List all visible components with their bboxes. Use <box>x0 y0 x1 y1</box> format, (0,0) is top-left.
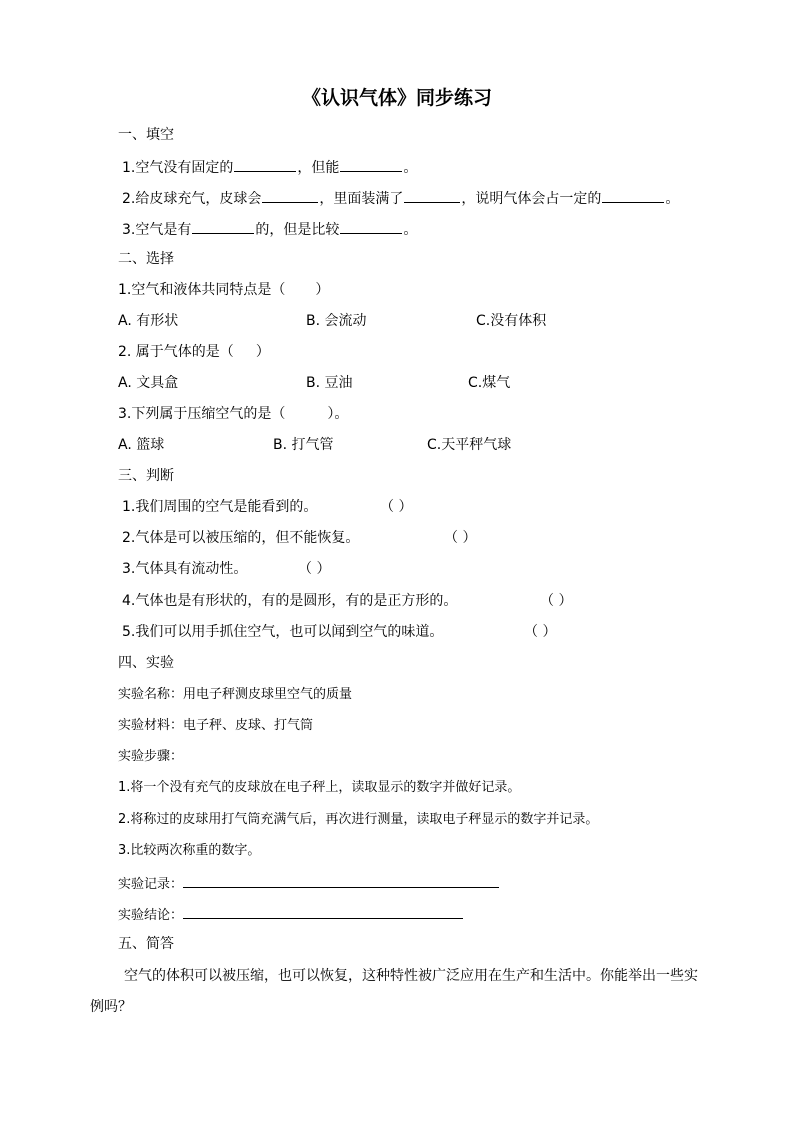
judge-mark[interactable]: （ ） <box>380 499 413 515</box>
experiment-conclusion: 实验结论： <box>118 904 463 925</box>
record-answer-line[interactable] <box>183 873 499 888</box>
option-b[interactable]: B. 豆油 <box>306 375 353 391</box>
fill-question-3: 3.空气是有 的，但是比较 。 <box>122 219 417 239</box>
experiment-name: 实验名称：用电子秤测皮球里空气的质量 <box>118 687 353 702</box>
fill-question-1: 1.空气没有固定的 ，但能 。 <box>122 157 417 177</box>
option-a[interactable]: A. 篮球 <box>118 437 165 453</box>
section-heading-fill: 一、填空 <box>118 127 174 143</box>
experiment-step-3: 3.比较两次称重的数字。 <box>118 843 261 858</box>
section-heading-short-answer: 五、简答 <box>118 936 174 952</box>
experiment-record: 实验记录： <box>118 873 499 894</box>
option-a[interactable]: A. 有形状 <box>118 313 179 329</box>
option-a[interactable]: A. 文具盒 <box>118 375 179 391</box>
answer-blank[interactable] <box>404 188 460 203</box>
judge-item-4: 4.气体也是有形状的，有的是圆形，有的是正方形的。 （ ） <box>122 593 573 609</box>
short-answer-text-line-1: 空气的体积可以被压缩，也可以恢复，这种特性被广泛应用在生产和生活中。你能举出一些实 <box>124 968 698 984</box>
short-answer-text-line-2: 例吗？ <box>90 999 132 1015</box>
experiment-step-2: 2.将称过的皮球用打气筒充满气后，再次进行测量，读取电子秤显示的数字并记录。 <box>118 812 599 827</box>
judge-item-1: 1.我们周围的空气是能看到的。 （ ） <box>122 499 413 515</box>
option-b[interactable]: B. 会流动 <box>306 313 367 329</box>
option-c[interactable]: C.煤气 <box>468 375 511 391</box>
answer-blank[interactable] <box>192 219 254 234</box>
experiment-materials: 实验材料：电子秤、皮球、打气筒 <box>118 718 314 733</box>
answer-blank[interactable] <box>340 157 402 172</box>
choice-question-3: 3.下列属于压缩空气的是（ ）。 <box>118 406 349 422</box>
judge-mark[interactable]: （ ） <box>298 561 331 577</box>
conclusion-answer-line[interactable] <box>183 904 463 919</box>
answer-blank[interactable] <box>602 188 664 203</box>
choice-question-1: 1.空气和液体共同特点是（ ） <box>118 282 330 298</box>
judge-mark[interactable]: （ ） <box>524 624 557 640</box>
judge-mark[interactable]: （ ） <box>540 593 573 609</box>
judge-item-5: 5.我们可以用手抓住空气，也可以闻到空气的味道。 （ ） <box>122 624 557 640</box>
fill-question-2: 2.给皮球充气，皮球会 ，里面装满了 ，说明气体会占一定的 。 <box>122 188 679 208</box>
experiment-step-1: 1.将一个没有充气的皮球放在电子秤上，读取显示的数字并做好记录。 <box>118 780 521 795</box>
section-heading-choice: 二、选择 <box>118 251 174 267</box>
judge-mark[interactable]: （ ） <box>444 530 477 546</box>
judge-item-3: 3.气体具有流动性。 （ ） <box>122 561 331 577</box>
option-c[interactable]: C.天平秤气球 <box>427 437 512 453</box>
choice-question-2: 2. 属于气体的是（ ） <box>118 344 270 360</box>
answer-blank[interactable] <box>262 188 318 203</box>
answer-blank[interactable] <box>340 219 402 234</box>
page-title: 《认识气体》同步练习 <box>301 87 492 109</box>
experiment-steps-label: 实验步骤： <box>118 749 184 764</box>
option-c[interactable]: C.没有体积 <box>476 313 547 329</box>
answer-blank[interactable] <box>234 157 296 172</box>
option-b[interactable]: B. 打气管 <box>273 437 334 453</box>
section-heading-judge: 三、判断 <box>118 468 174 484</box>
judge-item-2: 2.气体是可以被压缩的，但不能恢复。 （ ） <box>122 530 477 546</box>
section-heading-experiment: 四、实验 <box>118 655 174 671</box>
